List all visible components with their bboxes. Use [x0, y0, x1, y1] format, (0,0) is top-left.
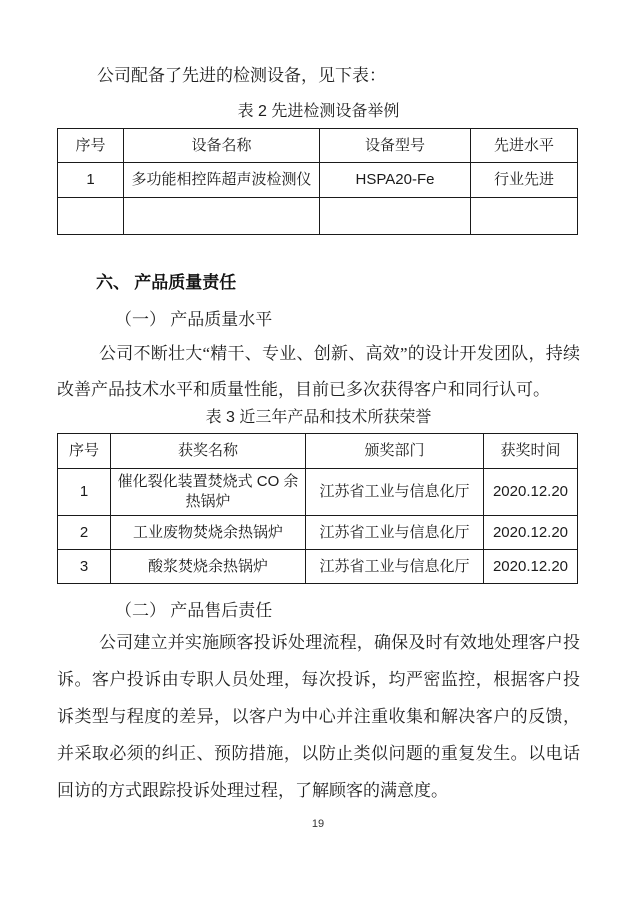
cell-level — [471, 198, 578, 235]
cell-seq: 2 — [58, 516, 111, 550]
table-row — [58, 469, 578, 516]
subsection-heading-quality-level: （一） 产品质量水平 — [115, 310, 273, 329]
table-row-empty — [58, 198, 578, 235]
header-cell-award-dept: 颁奖部门 — [306, 434, 484, 469]
page-number: 19 — [311, 818, 325, 830]
table-row — [58, 163, 578, 198]
subsection-heading-aftersales: （二） 产品售后责任 — [115, 601, 273, 620]
cell-award-name: 催化裂化装置焚烧式 CO 余热锅炉 — [111, 469, 306, 516]
header-cell-seq: 序号 — [58, 434, 111, 469]
table-header-row — [58, 434, 578, 469]
header-cell-model: 设备型号 — [320, 129, 471, 163]
cell-seq: 3 — [58, 550, 111, 584]
cell-award-dept: 江苏省工业与信息化厅 — [306, 516, 484, 550]
cell-award-date: 2020.12.20 — [484, 516, 578, 550]
cell-model: HSPA20-Fe — [320, 163, 471, 198]
paragraph-aftersales: 公司建立并实施顾客投诉处理流程，确保及时有效地处理客户投诉。客户投诉由专职人员处理，每次投诉，均严密监控，根据客户投诉类型与程度的差异，以客户为中心并注重收集和解决客户的反馈，并采取必须的纠正、预防措施，以防止类似问题的重复发生。以电话回访的方式跟踪投诉处理过程，了解顾客的满意度。 — [57, 633, 580, 800]
cell-award-name: 工业废物焚烧余热锅炉 — [111, 516, 306, 550]
paragraph-quality-level: 公司不断壮大“精干、专业、创新、高效”的设计开发团队，持续改善产品技术水平和质量性能，目前已多次获得客户和同行认可。 — [57, 344, 580, 399]
cell-seq — [58, 198, 124, 235]
table2-caption: 表 2 先进检测设备举例 — [237, 103, 400, 120]
section-heading-product-quality: 六、 产品质量责任 — [96, 273, 237, 292]
cell-award-dept: 江苏省工业与信息化厅 — [306, 469, 484, 516]
cell-award-date: 2020.12.20 — [484, 469, 578, 516]
cell-equipment-name: 多功能相控阵超声波检测仪 — [124, 163, 320, 198]
cell-equipment-name — [124, 198, 320, 235]
cell-award-name: 酸浆焚烧余热锅炉 — [111, 550, 306, 584]
cell-award-dept: 江苏省工业与信息化厅 — [306, 550, 484, 584]
table-row — [58, 516, 578, 550]
header-cell-award-name: 获奖名称 — [111, 434, 306, 469]
table-header-row — [58, 129, 578, 163]
cell-award-date: 2020.12.20 — [484, 550, 578, 584]
equipment-table — [57, 128, 578, 235]
header-cell-level: 先进水平 — [471, 129, 578, 163]
intro-paragraph: 公司配备了先进的检测设备，见下表： — [97, 66, 386, 85]
table3-caption: 表 3 近三年产品和技术所获荣誉 — [205, 409, 432, 426]
table-row — [58, 550, 578, 584]
header-cell-award-date: 获奖时间 — [484, 434, 578, 469]
header-cell-equipment-name: 设备名称 — [124, 129, 320, 163]
cell-level: 行业先进 — [471, 163, 578, 198]
cell-seq: 1 — [58, 469, 111, 516]
awards-table — [57, 433, 578, 584]
cell-model — [320, 198, 471, 235]
header-cell-seq: 序号 — [58, 129, 124, 163]
cell-seq: 1 — [58, 163, 124, 198]
